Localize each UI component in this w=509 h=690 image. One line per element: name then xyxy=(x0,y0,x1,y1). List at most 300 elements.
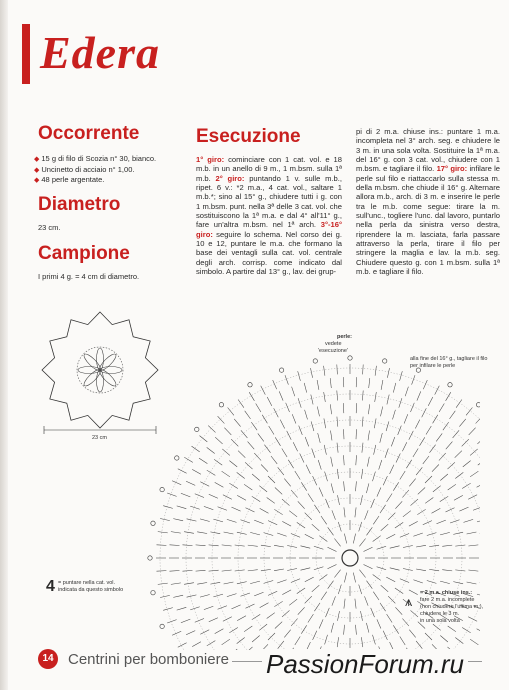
stitch-mark xyxy=(163,506,173,509)
instruction-text: pi di 2 m.a. chiuse ins.: puntare 1 m.a. incompleta nel 3° arch. seg. e chiudere le 3 m. in una sola volta. Sostituire la 1ª m.a. del 16° g. con 3 cat. vol., chiudere con 1 m.bsm. e tagliare il filo. xyxy=(356,127,500,174)
stitch-mark xyxy=(269,426,274,435)
stitch-mark xyxy=(400,471,405,480)
stitch-mark xyxy=(331,457,333,467)
stitch-mark xyxy=(362,443,363,453)
stitch-mark xyxy=(222,471,230,477)
stitch-mark xyxy=(373,536,381,542)
execution-text-col1 xyxy=(196,155,342,276)
sample-value: I primi 4 g. = 4 cm di diametro. xyxy=(38,272,140,281)
stitch-mark xyxy=(282,521,291,526)
stitch-mark xyxy=(158,583,168,584)
stitch-mark xyxy=(204,506,213,509)
stitch-mark xyxy=(271,456,277,464)
round-label: 3°-16° giro: xyxy=(196,220,342,239)
round-label: 17° giro: xyxy=(436,164,468,174)
stitch-mark xyxy=(196,545,206,546)
stitch-mark xyxy=(468,545,478,546)
stitch-mark xyxy=(328,527,334,535)
stitch-mark xyxy=(455,570,465,571)
stitch-mark xyxy=(369,378,370,388)
stitch-mark xyxy=(171,532,181,534)
stitch-mark xyxy=(470,639,478,645)
stitch-mark xyxy=(260,508,269,513)
stitch-mark xyxy=(286,403,290,412)
stitch-mark xyxy=(338,495,340,505)
stitch-mark xyxy=(172,631,181,635)
stitch-mark xyxy=(200,519,210,522)
stitch-mark xyxy=(368,404,369,414)
stitch-mark xyxy=(238,451,245,458)
stitch-mark xyxy=(305,534,314,539)
stitch-mark xyxy=(222,570,232,571)
stitch-mark xyxy=(232,507,241,511)
stitch-mark xyxy=(192,642,201,647)
execution-heading: Esecuzione xyxy=(196,126,301,147)
picot-mark xyxy=(279,368,283,372)
stitch-mark xyxy=(373,635,376,645)
stitch-mark xyxy=(311,395,313,405)
stitch-mark xyxy=(181,493,190,497)
stitch-mark xyxy=(301,482,306,490)
stitch-mark xyxy=(248,545,258,546)
stitch-mark xyxy=(173,595,183,597)
stitch-mark xyxy=(470,449,478,456)
stitch-mark xyxy=(209,545,219,546)
stitch-mark xyxy=(170,571,180,572)
stitch-mark xyxy=(381,585,389,592)
stitch-mark xyxy=(177,506,187,509)
stitch-mark xyxy=(330,404,331,414)
stitch-mark xyxy=(207,447,215,453)
picot-mark xyxy=(219,403,223,407)
stitch-mark xyxy=(312,449,315,458)
stitch-mark xyxy=(353,534,355,544)
stitch-mark xyxy=(167,493,176,496)
stitch-mark xyxy=(275,437,280,446)
stitch-mark xyxy=(314,567,324,570)
stitch-mark xyxy=(436,433,442,441)
stitch-mark xyxy=(477,629,480,634)
symbol-4-icon: 4 xyxy=(46,578,55,595)
stitch-mark xyxy=(224,532,234,534)
materials-item: ◆ 48 perle argentate. xyxy=(34,175,105,185)
stitch-mark xyxy=(213,594,223,597)
stitch-mark xyxy=(234,419,240,427)
footer-section-title: Centrini per bomboniere xyxy=(68,651,229,668)
stitch-mark xyxy=(464,519,474,522)
stitch-mark xyxy=(373,472,376,482)
stitch-mark xyxy=(215,437,222,444)
stitch-mark xyxy=(427,581,437,584)
stitch-mark xyxy=(422,408,427,417)
stitch-mark xyxy=(416,641,422,649)
stitch-mark xyxy=(192,469,201,474)
stitch-mark xyxy=(364,547,373,551)
stitch-mark xyxy=(395,607,402,614)
stitch-mark xyxy=(300,454,304,463)
stitch-mark xyxy=(448,484,456,490)
stitch-mark xyxy=(413,580,422,583)
stitch-mark xyxy=(468,617,477,622)
stitch-mark xyxy=(267,397,272,406)
stitch-mark xyxy=(459,419,465,427)
stitch-mark xyxy=(167,620,176,623)
stitch-mark xyxy=(244,626,252,632)
stitch-mark xyxy=(258,433,264,441)
stitch-mark xyxy=(331,623,334,633)
stitch-mark xyxy=(183,570,193,571)
stitch-mark xyxy=(448,626,456,632)
stitch-mark xyxy=(237,582,247,584)
stitch-mark xyxy=(337,391,338,401)
stitch-mark xyxy=(268,633,275,640)
stitch-mark xyxy=(246,604,255,608)
stitch-mark xyxy=(462,483,471,488)
stitch-mark xyxy=(284,479,290,487)
stitch-mark xyxy=(411,610,419,617)
stitch-mark xyxy=(250,581,260,584)
stitch-mark xyxy=(324,418,326,428)
stitch-mark xyxy=(366,623,369,633)
stitch-mark xyxy=(237,532,247,534)
stitch-mark xyxy=(359,539,365,547)
stitch-mark xyxy=(197,532,207,534)
stitch-mark xyxy=(450,520,459,523)
stitch-mark xyxy=(403,511,411,517)
legend-line-1: fare 2 m.a. incomplete xyxy=(420,597,475,603)
stitch-mark xyxy=(468,570,478,571)
stitch-mark xyxy=(305,596,312,603)
stitch-mark xyxy=(412,375,415,384)
instruction-text: seguire lo schema. Nel corso dei g. 10 e 12, puntare le m.a. che formano la base dei ventagli sulla cat. vol. centrale degli arch. corrisp. come indicato dal simbolo. A partire dal 13° g., lav. dei grup- xyxy=(196,229,342,277)
stitch-mark xyxy=(468,495,477,500)
stitch-mark xyxy=(467,582,477,584)
stitch-mark xyxy=(416,545,426,547)
stitch-mark xyxy=(282,590,291,595)
picot-mark xyxy=(248,383,252,387)
stitch-mark xyxy=(301,546,311,548)
stitch-mark xyxy=(275,488,282,495)
stitch-mark xyxy=(442,570,452,571)
stitch-mark xyxy=(305,513,312,520)
sample-heading: Campione xyxy=(38,243,130,264)
stitch-mark xyxy=(254,592,263,596)
stitch-mark xyxy=(163,608,173,611)
stitch-mark xyxy=(237,616,246,621)
stitch-mark xyxy=(267,613,275,619)
stitch-mark xyxy=(319,488,323,497)
stitch-mark xyxy=(264,533,274,536)
execution-text-col2 xyxy=(356,127,500,277)
materials-item: ◆ 15 g di filo di Scozia n° 30, bianco. xyxy=(34,154,157,163)
stitch-mark xyxy=(386,421,389,431)
stitch-mark xyxy=(199,458,207,464)
stitch-mark xyxy=(328,581,334,589)
stitch-mark xyxy=(371,499,375,508)
stitch-mark xyxy=(246,508,255,512)
stitch-mark xyxy=(183,545,193,546)
stitch-mark xyxy=(344,429,345,439)
stitch-mark xyxy=(417,391,421,400)
stitch-mark xyxy=(262,415,267,424)
stitch-mark xyxy=(456,400,462,408)
stitch-mark xyxy=(450,411,456,419)
stitch-mark xyxy=(319,619,323,628)
stitch-mark xyxy=(374,445,376,455)
stitch-mark xyxy=(297,588,305,594)
stitch-mark xyxy=(391,437,395,446)
stitch-mark xyxy=(282,499,290,506)
stitch-mark xyxy=(328,565,337,569)
stitch-mark xyxy=(157,545,167,546)
stitch-mark xyxy=(160,595,170,597)
stitch-mark xyxy=(416,467,422,475)
stitch-mark xyxy=(200,436,208,442)
picot-mark xyxy=(148,556,152,560)
stitch-mark xyxy=(390,568,400,570)
stitch-mark xyxy=(209,494,218,498)
stitch-mark xyxy=(222,639,230,645)
diameter-heading: Diametro xyxy=(38,194,121,215)
stitch-mark xyxy=(252,474,260,481)
stitch-mark xyxy=(409,521,418,526)
stitch-mark xyxy=(446,508,455,512)
picot-mark xyxy=(151,521,155,525)
stitch-mark xyxy=(298,607,305,614)
stitch-mark xyxy=(267,498,275,504)
stitch-mark xyxy=(261,386,266,395)
stitch-mark xyxy=(173,519,183,521)
stitch-mark xyxy=(400,579,409,583)
stitch-mark xyxy=(477,519,480,522)
stitch-mark xyxy=(332,510,336,519)
title-accent-bar xyxy=(22,24,30,84)
stitch-mark xyxy=(338,611,340,621)
round-label: 2° giro: xyxy=(215,173,245,183)
stitch-mark xyxy=(264,581,274,584)
stitch-mark xyxy=(443,422,449,430)
stitch-mark xyxy=(299,426,303,435)
stitch-mark xyxy=(377,619,381,628)
stitch-mark xyxy=(362,391,363,401)
stitch-mark xyxy=(344,573,346,583)
stitch-mark xyxy=(200,482,209,487)
stitch-mark xyxy=(260,603,269,608)
stitch-mark xyxy=(157,571,167,572)
stitch-mark xyxy=(306,465,310,474)
stitch-mark xyxy=(440,474,448,481)
stitch-mark xyxy=(248,442,255,450)
stitch-mark xyxy=(321,592,327,600)
stitch-mark xyxy=(235,570,245,571)
stitch-mark xyxy=(187,595,197,597)
stitch-mark xyxy=(308,614,314,622)
stitch-mark xyxy=(197,583,207,585)
materials-item: ◆ Uncinetto di acciaio n° 1,00. xyxy=(34,164,135,174)
stitch-mark xyxy=(254,520,263,524)
stitch-mark xyxy=(470,471,478,477)
stitch-mark xyxy=(381,380,383,390)
picot-mark xyxy=(151,591,155,595)
stitch-mark xyxy=(367,527,373,535)
stitch-mark xyxy=(311,368,313,378)
stitch-mark xyxy=(232,605,241,609)
stitch-mark xyxy=(254,453,261,460)
round-label: 1° giro: xyxy=(196,155,225,164)
stitch-mark xyxy=(314,603,320,611)
stitch-mark xyxy=(275,622,282,629)
stitch-mark xyxy=(377,488,381,497)
stitch-mark xyxy=(344,481,345,491)
stitch-mark xyxy=(466,408,472,416)
stitch-mark xyxy=(477,482,480,487)
stitch-mark xyxy=(229,483,238,488)
stitch-mark xyxy=(386,534,395,539)
stitch-mark xyxy=(440,581,450,584)
stitch-mark xyxy=(277,580,286,583)
stitch-mark xyxy=(289,599,297,605)
stitch-mark xyxy=(440,532,450,535)
stitch-mark xyxy=(190,607,200,610)
bullet-icon: ◆ xyxy=(34,166,40,174)
stitch-mark xyxy=(223,495,232,500)
stitch-mark xyxy=(393,410,396,420)
stitch-mark xyxy=(237,495,246,500)
stitch-mark xyxy=(331,431,333,441)
stitch-mark xyxy=(284,630,290,638)
stitch-mark xyxy=(423,456,429,464)
stitch-mark xyxy=(405,387,408,397)
stitch-mark xyxy=(381,407,383,417)
stitch-mark xyxy=(261,569,271,570)
stitch-mark xyxy=(325,472,328,482)
picot-mark xyxy=(448,383,452,387)
stitch-mark xyxy=(289,511,297,517)
stitch-mark xyxy=(305,437,309,446)
end-note-2: per infilare le perle xyxy=(410,363,456,369)
stitch-mark xyxy=(425,498,433,504)
stitch-mark xyxy=(237,638,245,644)
stitch-mark xyxy=(417,509,425,514)
stitch-mark xyxy=(227,519,237,522)
stitch-mark xyxy=(311,421,314,431)
stitch-mark xyxy=(387,395,389,405)
stitch-mark xyxy=(396,454,400,463)
stitch-mark xyxy=(356,481,357,491)
stitch-mark xyxy=(291,490,298,498)
stitch-mark xyxy=(328,547,337,551)
stitch-mark xyxy=(388,513,395,520)
picot-mark xyxy=(313,359,317,363)
stitch-mark xyxy=(184,457,193,462)
stitch-mark xyxy=(373,575,381,581)
stitch-mark xyxy=(215,482,224,487)
stitch-mark xyxy=(413,533,422,536)
stitch-mark xyxy=(252,614,260,619)
stitch-mark xyxy=(223,617,232,622)
stitch-mark xyxy=(228,408,234,416)
stitch-mark xyxy=(177,607,187,610)
stitch-mark xyxy=(448,462,455,469)
stitch-mark xyxy=(467,532,477,534)
stitch-mark xyxy=(252,496,260,501)
stitch-mark xyxy=(374,418,376,428)
stitch-mark xyxy=(379,460,382,470)
stitch-mark xyxy=(446,392,451,401)
perle-sub2: 'esecuzione' xyxy=(318,348,348,354)
stitch-mark xyxy=(344,534,346,544)
picot-mark xyxy=(175,456,179,460)
stitch-mark xyxy=(308,494,314,502)
stitch-mark xyxy=(439,453,446,460)
stitch-mark xyxy=(338,585,341,595)
stitch-mark xyxy=(477,594,480,597)
stitch-mark xyxy=(215,629,224,634)
stitch-mark xyxy=(238,400,244,408)
stitch-mark xyxy=(395,501,402,508)
stitch-mark xyxy=(172,481,181,485)
stitch-mark xyxy=(364,565,373,569)
stitch-mark xyxy=(222,449,230,456)
stitch-mark xyxy=(409,630,415,638)
stitch-mark xyxy=(305,577,314,582)
stitch-mark xyxy=(402,442,406,451)
stitch-mark xyxy=(298,501,305,508)
stitch-mark xyxy=(227,594,237,597)
diameter-value: 23 cm. xyxy=(38,223,61,232)
stitch-mark xyxy=(367,581,373,589)
stitch-mark xyxy=(158,532,168,533)
stitch-mark xyxy=(368,431,370,441)
stitch-mark xyxy=(224,582,234,584)
stitch-mark xyxy=(356,455,357,465)
stitch-mark xyxy=(415,420,420,429)
stitch-mark xyxy=(355,507,356,517)
stitch-mark xyxy=(274,509,282,514)
stitch-mark xyxy=(371,608,375,617)
stitch-mark xyxy=(214,459,222,465)
stitch-mark xyxy=(274,569,284,571)
center-ring xyxy=(342,550,358,566)
stitch-mark xyxy=(282,610,290,617)
stitch-mark xyxy=(298,371,301,381)
stitch-mark xyxy=(380,505,386,513)
stitch-mark xyxy=(301,625,306,633)
stitch-mark xyxy=(268,476,275,483)
stitch-mark xyxy=(210,532,220,534)
stitch-mark xyxy=(362,417,363,427)
stitch-mark xyxy=(268,521,277,525)
stitch-mark xyxy=(256,404,261,413)
stitch-mark xyxy=(229,649,237,650)
stitch-mark xyxy=(204,606,213,609)
stitch-mark xyxy=(356,625,357,635)
stitch-mark xyxy=(463,461,471,467)
stitch-mark xyxy=(413,449,418,458)
stitch-mark xyxy=(373,592,379,600)
stitch-mark xyxy=(319,575,327,581)
stitch-mark xyxy=(400,534,409,538)
stitch-mark xyxy=(426,426,431,435)
stitch-mark xyxy=(432,508,441,513)
stitch-mark xyxy=(208,426,215,433)
page-spine-shadow xyxy=(0,0,8,690)
stitch-mark xyxy=(403,546,413,548)
stitch-mark xyxy=(409,431,414,440)
stitch-mark xyxy=(373,516,379,524)
legend-line-4: in una sola volta xyxy=(420,618,460,624)
stitch-mark xyxy=(268,591,277,595)
